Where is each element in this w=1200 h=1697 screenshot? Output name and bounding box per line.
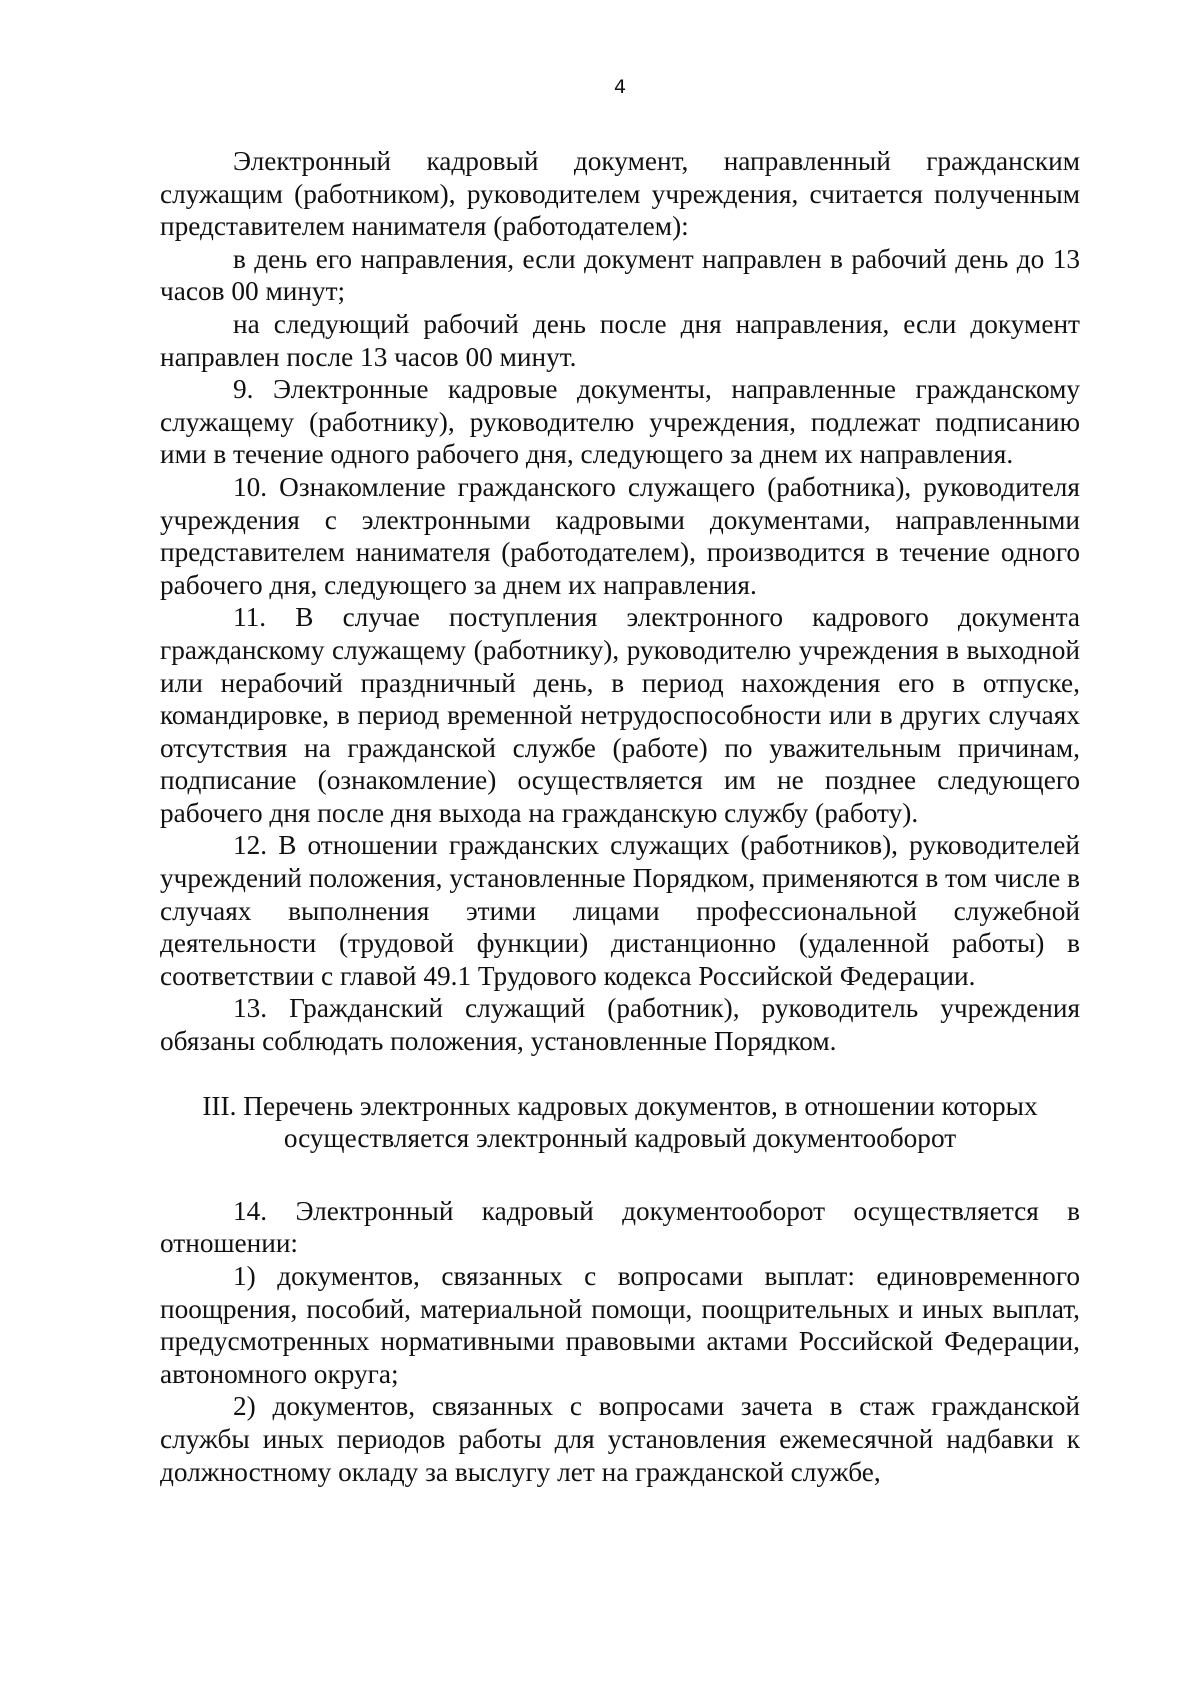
page-number: 4 [613, 76, 627, 98]
paragraph-item-13: 13. Гражданский служащий (работник), руководитель учреждения обязаны соблюдать положения, установленные Порядком. [160, 993, 1080, 1057]
document-body [160, 145, 1080, 1488]
paragraph-subitem-1: 1) документов, связанных с вопросами выплат: единовременного поощрения, пособий, материальной помощи, поощрительных и иных выплат, предусмотренных нормативными правовыми актами Российской Федерации, автономного округа; [160, 1261, 1080, 1389]
section-heading: III. Перечень электронных кадровых документов, в отношении которых осуществляется электронный кадровый документооборот [202, 1090, 1038, 1154]
paragraph-received-document: Электронный кадровый документ, направленный гражданским служащим (работником), руководителем учреждения, считается полученным представителем нанимателя (работодателем): [160, 146, 1080, 242]
paragraph-item-10: 10. Ознакомление гражданского служащего (работника), руководителя учреждения с электронными кадровыми документами, направленными представителем нанимателя (работодателем), производится в течение одного рабочего дня, следующего за днем их направления. [160, 471, 1080, 600]
paragraph-item-12: 12. В отношении гражданских служащих (работников), руководителей учреждений положения, установленные Порядком, применяются в том числе в случаях выполнения этими лицами профессиональной служебной деятельности (трудовой функции) дистанционно (удаленной работы) в соответствии с главой 49.1 Трудового кодекса Российской Федерации. [160, 830, 1080, 991]
paragraph-next-day: на следующий рабочий день после дня направления, если документ направлен после 13 часов 00 минут. [160, 308, 1080, 372]
paragraph-item-11: 11. В случае поступления электронного кадрового документа гражданскому служащему (работнику), руководителю учреждения в выходной или нерабочий праздничный день, в период нахождения его в отпуске, командировке, в период временной нетрудоспособности или в других случаях отсутствия на гражданской службе (работе) по уважительным причинам, подписание (ознакомление) осуществляется им не позднее следующего рабочего дня после дня выхода на гражданскую службу (работу). [160, 602, 1080, 828]
paragraph-item-14: 14. Электронный кадровый документооборот осуществляется в отношении: [160, 1195, 1080, 1259]
paragraph-same-day: в день его направления, если документ направлен в рабочий день до 13 часов 00 минут; [160, 243, 1080, 307]
paragraph-subitem-2: 2) документов, связанных с вопросами зачета в стаж гражданской службы иных периодов работы для установления ежемесячной надбавки к должностному окладу за выслугу лет на гражданской службе, [160, 1391, 1080, 1487]
paragraph-item-9: 9. Электронные кадровые документы, направленные гражданскому служащему (работнику), руководителю учреждения, подлежат подписанию ими в течение одного рабочего дня, следующего за днем их направления. [160, 374, 1080, 470]
